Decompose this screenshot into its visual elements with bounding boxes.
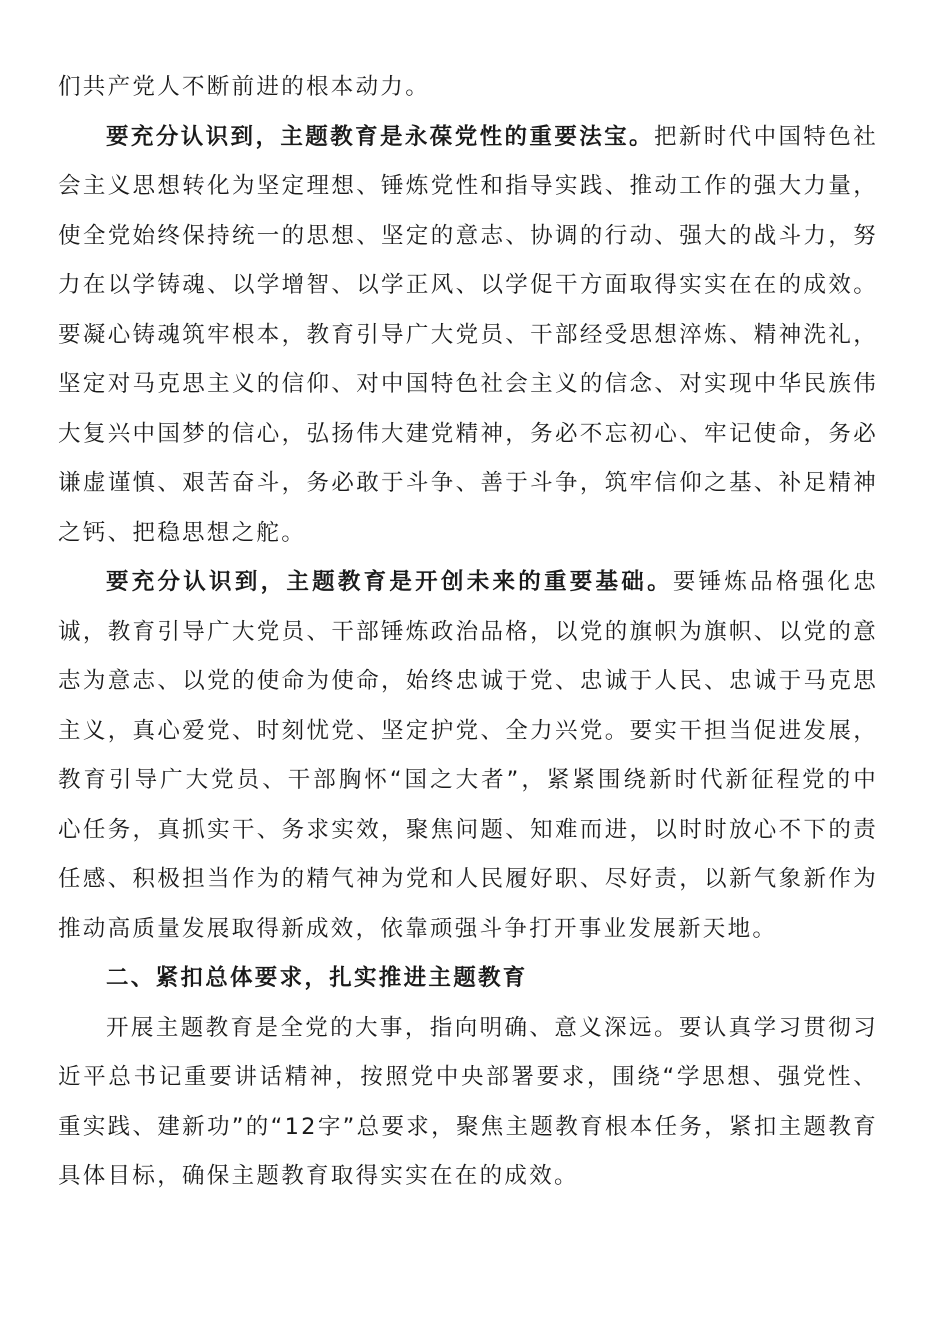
paragraph-party-spirit [58,113,878,559]
paragraph-closing: 开展主题教育是全党的大事，指向明确、意义深远。要认真学习贯彻习近平总书记重要讲话精神，按照党中央部署要求，围绕“学思想、强党性、重实践、建新功”的“12字”总要求，聚焦主题教育根本任务，紧扣主题教育具体目标，确保主题教育取得实实在在的成效。 [58,1014,878,1189]
paragraph-lead-sentence: 要充分认识到，主题教育是开创未来的重要基础。 [106,569,673,595]
section-heading: 二、紧扣总体要求，扎实推进主题教育 [106,965,528,991]
paragraph-text: 们共产党人不断前进的根本动力。 [58,74,431,100]
document-body [58,63,878,1202]
paragraph-text: 要锤炼品格强化忠诚，教育引导广大党员、干部锤炼政治品格，以党的旗帜为旗帜、以党的意志为意志、以党的使命为使命，始终忠诚于党、忠诚于人民、忠诚于马克思主义，真心爱党、时刻忧党、坚定护党、全力兴党。要实干担当促进发展，教育引导广大党员、干部胸怀“国之大者”，紧紧围绕新时代新征程党的中心任务，真抓实干、务求实效，聚焦问题、知难而进，以时时放心不下的责任感、积极担当作为的精气神为党和人民履好职、尽好责，以新气象新作为推动高质量发展取得新成效，依靠顽强斗争打开事业发展新天地。 [58,569,878,942]
paragraph-future-foundation [58,558,878,954]
paragraph-continuation [58,63,878,113]
paragraph-text: 把新时代中国特色社会主义思想转化为坚定理想、锤炼党性和指导实践、推动工作的强大力量，使全党始终保持统一的思想、坚定的意志、协调的行动、强大的战斗力，努力在以学铸魂、以学增智、以学正风、以学促干方面取得实实在在的成效。要凝心铸魂筑牢根本，教育引导广大党员、干部经受思想淬炼、精神洗礼，坚定对马克思主义的信仰、对中国特色社会主义的信念、对实现中华民族伟大复兴中国梦的信心，弘扬伟大建党精神，务必不忘初心、牢记使命，务必谦虚谨慎、艰苦奋斗，务必敢于斗争、善于斗争，筑牢信仰之基、补足精神之钙、把稳思想之舵。 [58,123,879,546]
paragraph-lead-sentence: 要充分认识到，主题教育是永葆党性的重要法宝。 [106,123,654,150]
